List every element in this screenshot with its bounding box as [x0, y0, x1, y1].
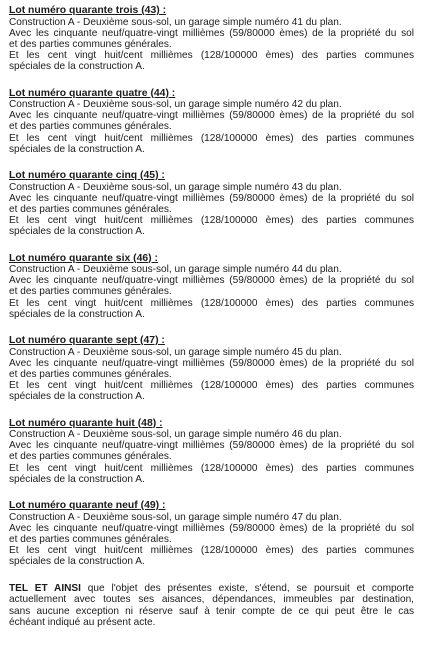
closing-line2: actuellement avec toutes ses aisances, dépendances, immeubles par destination,	[9, 594, 414, 606]
lot-quote-part-line1: Avec les cinquante neuf/quatre-vingt millièmes (59/80000 èmes) de la propriété du sol	[9, 275, 414, 287]
lot-title: Lot numéro quarante neuf (49) :	[9, 500, 166, 512]
lot-construction: Construction A - Deuxième sous-sol, un garage simple numéro 45 du plan.	[9, 346, 342, 358]
closing-line1-rest: que l'objet des présentes existe, s'étend, se poursuit et comporte	[80, 582, 414, 594]
lot-quote-part-line1: Avec les cinquante neuf/quatre-vingt millièmes (59/80000 èmes) de la propriété du sol	[9, 27, 414, 39]
lot-construction: Construction A - Deuxième sous-sol, un garage simple numéro 47 du plan.	[9, 511, 342, 523]
lot-quote-part-line1: Avec les cinquante neuf/quatre-vingt millièmes (59/80000 èmes) de la propriété du sol	[9, 522, 414, 534]
lot-title: Lot numéro quarante six (46) :	[9, 252, 158, 264]
lot-special-part-line2: spéciales de la construction A.	[9, 473, 145, 485]
lot-special-part-line2: spéciales de la construction A.	[9, 143, 145, 155]
lot-quote-part-line1: Avec les cinquante neuf/quatre-vingt millièmes (59/80000 èmes) de la propriété du sol	[9, 440, 414, 452]
lot-quote-part-line2: et des parties communes générales.	[9, 286, 172, 298]
lot-quote-part-line1: Avec les cinquante neuf/quatre-vingt millièmes (59/80000 èmes) de la propriété du sol	[9, 192, 414, 204]
lot-construction: Construction A - Deuxième sous-sol, un garage simple numéro 46 du plan.	[9, 429, 342, 441]
lot-quote-part-line2: et des parties communes générales.	[9, 121, 172, 133]
lot-quote-part-line2: et des parties communes générales.	[9, 534, 172, 545]
lot-special-part-line2: spéciales de la construction A.	[9, 556, 145, 568]
lot-quote-part-line1: Avec les cinquante neuf/quatre-vingt millièmes (59/80000 èmes) de la propriété du sol	[9, 357, 414, 369]
closing-line3: sans aucune exception ni réserve sauf à tenir compte de ce qui peut être le cas	[9, 605, 414, 617]
lot-quote-part-line2: et des parties communes générales.	[9, 38, 172, 50]
lot-title: Lot numéro quarante huit (48) :	[9, 417, 163, 429]
lot-quote-part-line2: et des parties communes générales.	[9, 451, 172, 463]
closing-line1	[9, 583, 414, 595]
lot-title: Lot numéro quarante quatre (44) :	[9, 87, 176, 99]
document-page	[9, 5, 414, 629]
lot-entry	[9, 170, 414, 238]
lot-quote-part-line1: Avec les cinquante neuf/quatre-vingt millièmes (59/80000 èmes) de la propriété du sol	[9, 110, 414, 122]
lot-special-part-line1: Et les cent vingt huit/cent millièmes (128/100000 èmes) des parties communes	[9, 297, 414, 309]
lot-quote-part-line2: et des parties communes générales.	[9, 368, 172, 380]
lot-entry	[9, 418, 414, 486]
lot-construction: Construction A - Deuxième sous-sol, un garage simple numéro 41 du plan.	[9, 16, 342, 28]
lot-special-part-line1: Et les cent vingt huit/cent millièmes (128/100000 èmes) des parties communes	[9, 50, 414, 62]
lot-special-part-line1: Et les cent vingt huit/cent millièmes (128/100000 èmes) des parties communes	[9, 462, 414, 474]
lot-title: Lot numéro quarante cinq (45) :	[9, 170, 165, 182]
lot-construction: Construction A - Deuxième sous-sol, un garage simple numéro 43 du plan.	[9, 181, 342, 193]
lot-construction: Construction A - Deuxième sous-sol, un garage simple numéro 42 du plan.	[9, 99, 342, 111]
lot-special-part-line1: Et les cent vingt huit/cent millièmes (128/100000 èmes) des parties communes	[9, 545, 414, 557]
lot-special-part-line1: Et les cent vingt huit/cent millièmes (128/100000 èmes) des parties communes	[9, 215, 414, 227]
lot-construction: Construction A - Deuxième sous-sol, un garage simple numéro 44 du plan.	[9, 264, 342, 276]
closing-line4: échéant indiqué au présent acte.	[9, 617, 156, 629]
lot-entry	[9, 88, 414, 156]
lot-special-part-line1: Et les cent vingt huit/cent millièmes (128/100000 èmes) des parties communes	[9, 380, 414, 392]
lot-quote-part-line2: et des parties communes générales.	[9, 203, 172, 215]
lot-special-part-line2: spéciales de la construction A.	[9, 308, 145, 320]
lot-entry	[9, 500, 414, 568]
lot-title: Lot numéro quarante sept (47) :	[9, 335, 165, 347]
lot-special-part-line2: spéciales de la construction A.	[9, 226, 145, 238]
lot-special-part-line1: Et les cent vingt huit/cent millièmes (128/100000 èmes) des parties communes	[9, 132, 414, 144]
lot-special-part-line2: spéciales de la construction A.	[9, 391, 145, 403]
closing-lead: TEL ET AINSI	[9, 582, 81, 594]
lot-title: Lot numéro quarante trois (43) :	[9, 5, 167, 16]
lot-special-part-line2: spéciales de la construction A.	[9, 61, 145, 73]
lot-entry	[9, 253, 414, 321]
closing-paragraph	[9, 583, 414, 629]
lot-entry	[9, 335, 414, 403]
lot-entry	[9, 5, 414, 73]
